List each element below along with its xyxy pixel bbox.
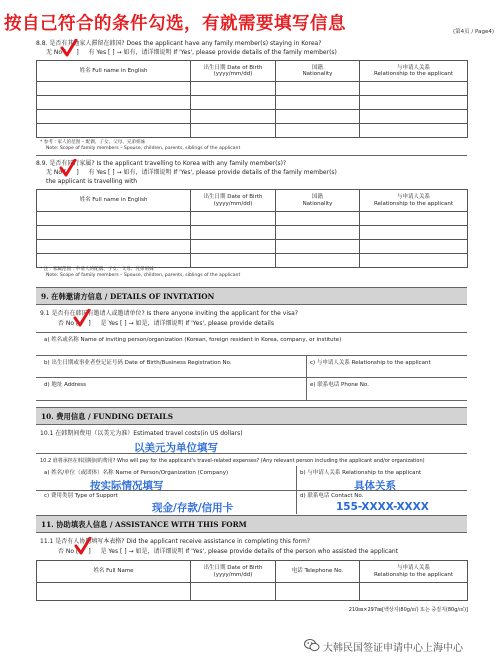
q89-family-table (36, 189, 468, 268)
payer-phone-field[interactable]: d) 联系电话 Contact No. (300, 493, 364, 499)
q88-no-checkmark (60, 39, 78, 58)
q111-question: 11.1 是否有人协助填写本表格? Did the applicant receive assistance in completing this form? (40, 538, 310, 545)
assistant-table (36, 560, 468, 601)
payer-relationship-field[interactable]: b) 与申请人关系 Relationship to the applicant (300, 470, 422, 476)
hint-support: 现金/存款/信用卡 (152, 502, 234, 514)
q89-line2: the applicant is travelling with (46, 178, 138, 185)
table-row (37, 583, 468, 601)
q88-answer-line: 无 No [ ] 有 Yes [ ] → 如有，请详细说明 If 'Yes', please provide details of the family member(s) (46, 49, 337, 56)
table-row (37, 226, 468, 240)
q89-col-dob: 出生日期 Date of Birth (yyyy/mm/dd) (191, 190, 276, 212)
section-11-header (36, 515, 467, 533)
inviter-relationship-field[interactable]: c) 与申请人关系 Relationship to the applicant (310, 360, 431, 366)
payer-name-field[interactable]: a) 姓名/单位（或团体）名称 Name of Person/Organization (Company) (44, 470, 229, 476)
divider (36, 155, 467, 156)
q111-yes-option[interactable]: 是 Yes [ ] (100, 548, 127, 555)
q88-col-relationship: 与申请人关系 Relationship to the applicant (360, 61, 468, 82)
table-row (37, 110, 468, 124)
q88-question: 8.8. 是否有其他家人滞留在韩国? Does the applicant have any family member(s) staying in Korea? (36, 40, 322, 47)
watermark-text: 大韩民国签证申请中心上海中心 (323, 643, 463, 654)
q89-no-checkmark (59, 159, 77, 178)
table-row (37, 254, 468, 268)
inviter-name-field[interactable]: a) 姓名或名称 Name of inviting person/organization (Korean, foreign resident in Korea, company, or institute) (44, 337, 342, 343)
q88-note-cn: * 参考 : 家人的范围 – 配偶、子女、父母、兄弟姐妹 (40, 140, 146, 145)
q88-col-nationality: 国籍 Nationality (276, 61, 360, 82)
q111-no-option[interactable]: 否 No [ (58, 548, 79, 555)
table-row (37, 124, 468, 138)
table-row (37, 96, 468, 110)
q89-col-nationality: 国籍 Nationality (276, 190, 360, 212)
q91-arrow-text: → 如是，请详细说明 If 'Yes', please provide details (128, 320, 274, 327)
assistant-col-dob: 出生日期 Date of Birth (yyyy/mm/dd) (191, 561, 276, 583)
hint-usd: 以美元为单位填写 (134, 442, 218, 454)
q89-arrow-text: → 如有，请详细说明 If 'Yes', please provide details of the family member(s) (116, 169, 337, 176)
q89-col-name: 姓名 Full name in English (37, 190, 191, 212)
q89-note-cn: * 注 : 家属范围 : 申请人的配偶、子女、父母、兄弟姐妹 (40, 267, 154, 272)
q111-arrow-text: → 如是，请详细说明 If 'Yes', please provide details of the person who assisted the applicant (128, 548, 399, 555)
q88-arrow-text: → 如有，请详细说明 If 'Yes', please provide details of the family member(s) (116, 49, 337, 56)
q91-no-checkmark (73, 309, 91, 328)
q88-col-name: 姓名 Full name in English (37, 61, 191, 82)
q88-no-option[interactable]: 无 No [ (46, 49, 67, 56)
q91-question: 9.1 是否有在韩国有邀请人或邀请单位? Is there anyone inviting the applicant for the visa? (40, 310, 298, 317)
inviter-address-field[interactable]: d) 地址 Address (44, 382, 87, 388)
q91-answer-line: 否 No [ ] 是 Yes [ ] → 如是，请详细说明 If 'Yes', please provide details (58, 320, 274, 327)
q91-no-option[interactable]: 否 No [ (58, 320, 79, 327)
q88-yes-option[interactable]: 有 Yes [ ] (88, 49, 115, 56)
hint-relation: 具体关系 (354, 480, 396, 492)
inviter-phone-field[interactable]: e) 联系电话 Phone No. (310, 382, 369, 388)
page-indicator: (第4页 / Page4) (453, 29, 494, 35)
support-type-field[interactable]: c) 费用类别 Type of Support (44, 493, 118, 499)
q88-family-table (36, 60, 468, 138)
table-row (37, 240, 468, 254)
section-10-header (36, 407, 467, 425)
section-9-header (36, 287, 467, 305)
q89-note-en: Note: Scope of family members – Spouse, children, parents, siblings of the applicant (46, 273, 241, 278)
assistant-col-relationship: 与申请人关系 Relationship to the applicant (360, 561, 468, 583)
q101-question[interactable]: 10.1 在韩期间费用（以美元为准）Estimated travel costs(in US dollars) (40, 430, 243, 437)
q88-note-en: Note: Scope of family members – Spouse, children, parents, siblings of the applicant (46, 146, 241, 151)
q111-no-checkmark (74, 537, 92, 556)
q111-answer-line: 否 No [ ] 是 Yes [ ] → 如是，请详细说明 If 'Yes', please provide details of the person who assisted the applicant (58, 548, 399, 555)
hint-phone: 155-XXXX-XXXX (336, 501, 429, 513)
instruction-banner: 按自己符合的条件勾选，有就需要填写信息 (4, 14, 346, 34)
q89-no-option[interactable]: 无 No [ (46, 169, 67, 176)
inviter-dob-field[interactable]: b) 出生日期或事业者登记证号码 Date of Birth/Business Registration No. (44, 360, 232, 366)
q89-answer-line: 无 No [ ] 有 Yes [ ] → 如有，请详细说明 If 'Yes', please provide details of the family member(s) (46, 169, 337, 176)
paper-size-note: 210㎜×297㎜[백상지(80g/㎡) 또는 중질지(80g/㎡)] (348, 607, 468, 613)
section-9-title: 9. 在韩邀请方信息 / DETAILS OF INVITATION (41, 292, 215, 301)
q91-yes-option[interactable]: 是 Yes [ ] (100, 320, 127, 327)
table-row (37, 82, 468, 96)
q89-question: 8.9. 是否有同行家属? Is the applicant travelling to Korea with any family member(s)? (36, 160, 287, 167)
q102-question: 10.2 谁将承担在韩国期间的费用? Who will pay for the applicant's travel-related expenses? (Any relevant person including the applicant and/or organization) (40, 458, 425, 464)
assistant-col-phone: 电话 Telephone No. (276, 561, 360, 583)
hint-actual: 按实际情况填写 (90, 480, 164, 492)
section-11-title: 11. 协助填表人信息 / ASSISTANCE WITH THIS FORM (41, 520, 247, 529)
assistant-col-name: 姓名 Full Name (37, 561, 191, 583)
wechat-icon (304, 638, 320, 652)
q88-col-dob: 出生日期 Date of Birth (yyyy/mm/dd) (191, 61, 276, 82)
q89-yes-option[interactable]: 有 Yes [ ] (88, 169, 115, 176)
section-10-title: 10. 费用信息 / FUNDING DETAILS (41, 412, 173, 421)
q89-col-relationship: 与申请人关系 Relationship to the applicant (360, 190, 468, 212)
table-row (37, 212, 468, 226)
